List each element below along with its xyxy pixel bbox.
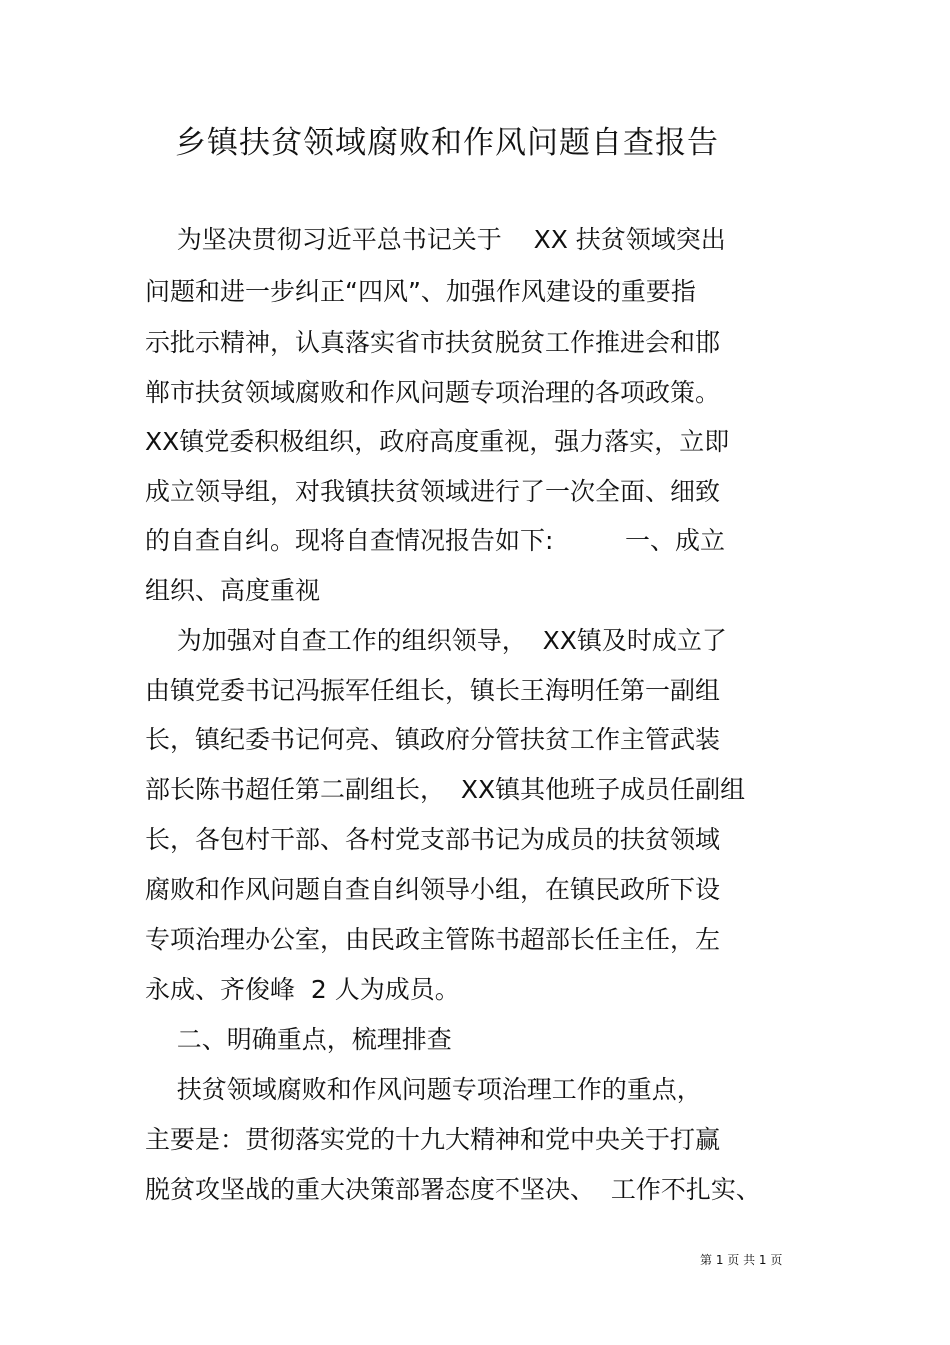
body-line: 专项治理办公室，由民政主管陈书超部长任主任，左 xyxy=(145,925,721,954)
body-line: 长，镇纪委书记何亮、镇政府分管扶贫工作主管武装 xyxy=(145,725,721,754)
body-line: 主要是：贯彻落实党的十九大精神和党中央关于打赢 xyxy=(145,1125,721,1154)
body-line: 腐败和作风问题自查自纠领导小组，在镇民政所下设 xyxy=(145,875,721,904)
body-line: 的自查自纠。现将自查情况报告如下: 一、成立 xyxy=(145,526,725,555)
page-footer: 第 1 页 共 1 页 xyxy=(700,1253,783,1267)
body-line: 为坚决贯彻习近平总书记关于 XX 扶贫领域突出 xyxy=(145,225,726,254)
body-line: 示批示精神，认真落实省市扶贫脱贫工作推进会和邯 xyxy=(145,328,721,357)
body-line: 为加强对自查工作的组织领导， XX镇及时成立了 xyxy=(145,626,727,655)
body-line: 长，各包村干部、各村党支部书记为成员的扶贫领域 xyxy=(145,825,721,854)
section-heading: 二、明确重点，梳理排查 xyxy=(145,1025,452,1054)
body-line: 永成、齐俊峰 2 人为成员。 xyxy=(145,975,460,1004)
body-line: 由镇党委书记冯振军任组长，镇长王海明任第一副组 xyxy=(145,676,721,705)
document-title: 乡镇扶贫领域腐败和作风问题自查报告 xyxy=(175,125,719,161)
body-line: 脱贫攻坚战的重大决策部署态度不坚决、 工作不扎实、 xyxy=(145,1175,761,1204)
body-line: 郸市扶贫领域腐败和作风问题专项治理的各项政策。 xyxy=(145,378,721,407)
body-line: 部长陈书超任第二副组长， XX镇其他班子成员任副组 xyxy=(145,775,746,804)
body-line: 组织、高度重视 xyxy=(145,576,321,605)
body-line: 问题和进一步纠正“四风”、加强作风建设的重要指 xyxy=(145,277,696,306)
body-line: 扶贫领域腐败和作风问题专项治理工作的重点， xyxy=(145,1075,702,1104)
body-line: 成立领导组，对我镇扶贫领域进行了一次全面、细致 xyxy=(145,477,721,506)
body-line: XX镇党委积极组织，政府高度重视，强力落实，立即 xyxy=(145,427,730,456)
